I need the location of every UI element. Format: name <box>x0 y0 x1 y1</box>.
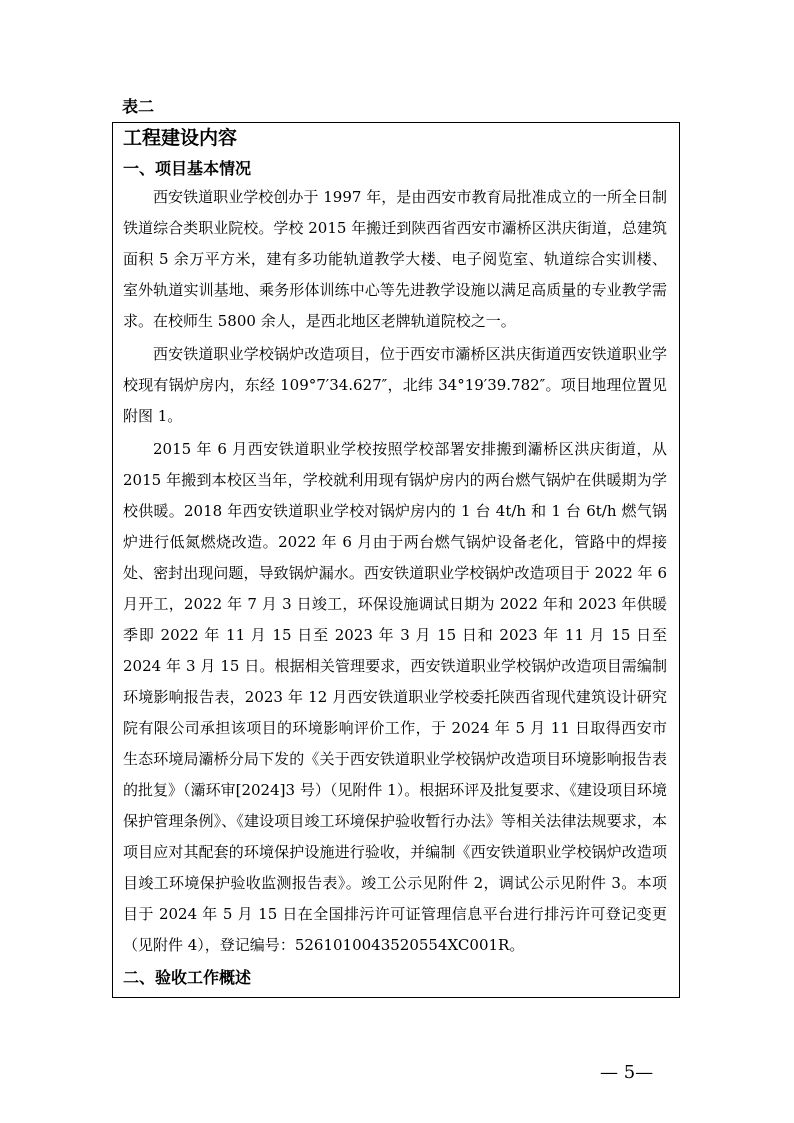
paragraph-school-intro: 西安铁道职业学校创办于 1997 年，是由西安市教育局批准成立的一所全日制铁道综合类职业院校。学校 2015 年搬迁到陕西省西安市灞桥区洪庆街道，总建筑面积 5 余万平方米，建有多功能轨道教学大楼、电子阅览室、轨道综合实训楼、室外轨道实训基地、乘务形体训练中心等先进教学设施以满足高质量的专业教学需求。在校师生 5800 余人，是西北地区老牌轨道院校之一。 <box>123 188 667 330</box>
paragraph-project-location: 西安铁道职业学校锅炉改造项目，位于西安市灞桥区洪庆街道西安铁道职业学校现有锅炉房内，东经 109°7′34.627″，北纬 34°19′39.782″。项目地理位置见附图 1。 <box>123 345 667 425</box>
subsection-heading-acceptance-overview: 二、验收工作概述 <box>123 968 252 987</box>
subsection-heading-basic-info: 一、项目基本情况 <box>123 159 252 178</box>
table-label: 表二 <box>122 97 155 116</box>
paragraph-project-history: 2015 年 6 月西安铁道职业学校按照学校部署安排搬到灞桥区洪庆街道，从 2015 年搬到本校区当年，学校就利用现有锅炉房内的两台燃气锅炉在供暖期为学校供暖。2018 年西安铁道职业学校对锅炉房内的 1 台 4t/h 和 1 台 6t/h 燃气锅炉进行低氮燃烧改造。2022 年 6 月由于两台燃气锅炉设备老化，管路中的焊接处、密封出现问题，导致锅炉漏水。西安铁道职业学校锅炉改造项目于 2022 年 6 月开工，2022 年 7 月 3 日竣工，环保设施调试日期为 2022 年和 2023 年供暖季即 2022 年 11 月 15 日至 2023 年 3 月 15 日和 2023 年 11 月 15 日至 2024 年 3 月 15 日。根据相关管理要求，西安铁道职业学校锅炉改造项目需编制环境影响报告表，2023 年 12 月西安铁道职业学校委托陕西省现代建筑设计研究院有限公司承担该项目的环境影响评价工作，于 2024 年 5 月 11 日取得西安市生态环境局灞桥分局下发的《关于西安铁道职业学校锅炉改造项目环境影响报告表的批复》（灞环审[2024]3 号）（见附件 1）。根据环评及批复要求、《建设项目环境保护管理条例》、《建设项目竣工环境保护验收暂行办法》等相关法律法规要求，本项目应对其配套的环境保护设施进行验收，并编制《西安铁道职业学校锅炉改造项目竣工环境保护验收监测报告表》。竣工公示见附件 2，调试公示见附件 3。本项目于 2024 年 5 月 15 日在全国排污许可证管理信息平台进行排污许可登记变更（见附件 4），登记编号：5261010043520554XC001R。 <box>123 440 667 954</box>
page-number: — 5— <box>600 1062 654 1083</box>
section-title: 工程建设内容 <box>123 127 238 149</box>
content-table-frame <box>112 122 680 998</box>
